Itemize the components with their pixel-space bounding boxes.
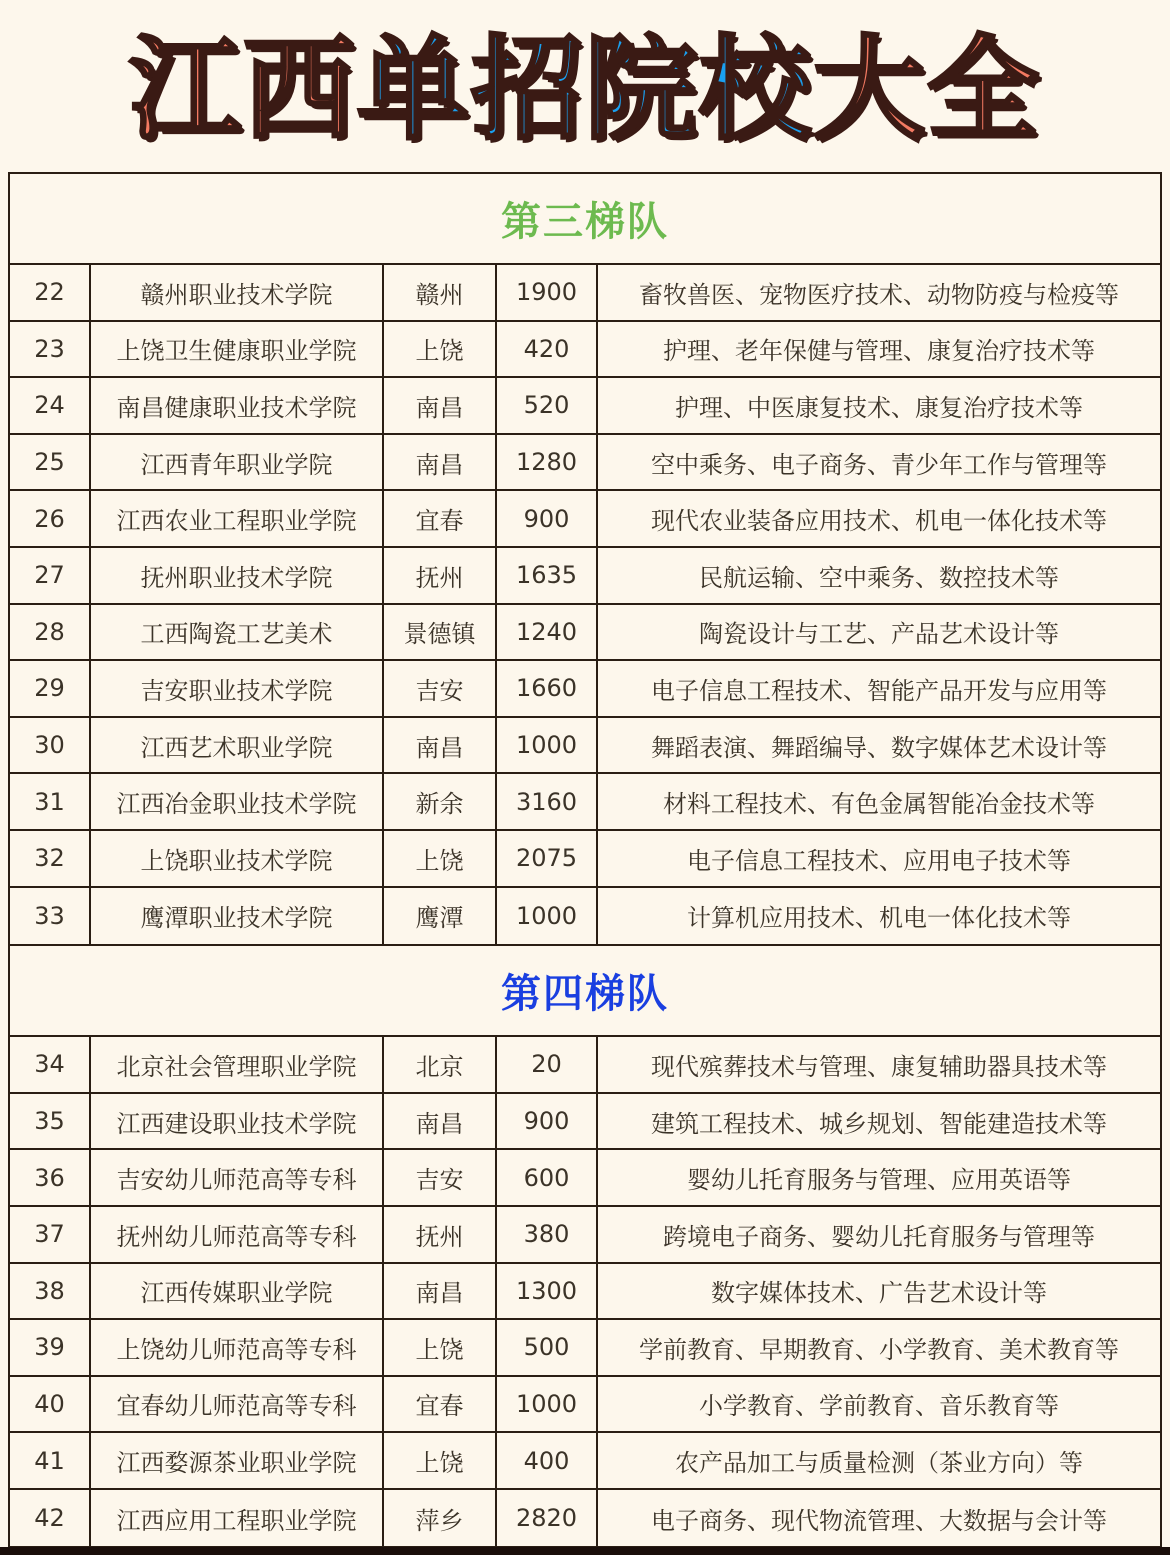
enrollment-count: 1635 [497, 548, 598, 603]
table-row [10, 435, 1160, 492]
school-city: 南昌 [384, 1264, 497, 1319]
featured-majors: 婴幼儿托育服务与管理、应用英语等 [687, 1166, 1071, 1195]
table-row [10, 1150, 1160, 1207]
featured-majors: 现代农业装备应用技术、机电一体化技术等 [651, 507, 1107, 536]
featured-majors: 舞蹈表演、舞蹈编导、数字媒体艺术设计等 [651, 733, 1107, 762]
table-row [10, 1264, 1160, 1321]
section-heading-tier-3: 第三梯队 [10, 174, 1160, 265]
featured-majors: 电子商务、现代物流管理、大数据与会计等 [651, 1506, 1107, 1535]
school-name: 工西陶瓷工艺美术 [91, 605, 384, 660]
school-name: 赣州职业技术学院 [91, 265, 384, 320]
enrollment-count: 400 [497, 1433, 598, 1488]
row-number: 36 [10, 1150, 91, 1205]
row-number: 41 [10, 1433, 91, 1488]
table-row [10, 1207, 1160, 1264]
featured-majors: 跨境电子商务、婴幼儿托育服务与管理等 [663, 1222, 1095, 1251]
school-city: 景德镇 [384, 605, 497, 660]
row-number: 33 [10, 888, 91, 945]
table-row [10, 378, 1160, 435]
enrollment-count: 380 [497, 1207, 598, 1262]
table-row [10, 661, 1160, 718]
enrollment-count: 1000 [497, 718, 598, 773]
school-name: 江西冶金职业技术学院 [91, 774, 384, 829]
table-row [10, 322, 1160, 379]
row-number: 30 [10, 718, 91, 773]
featured-majors: 民航运输、空中乘务、数控技术等 [699, 563, 1059, 592]
enrollment-count: 1240 [497, 605, 598, 660]
school-city: 南昌 [384, 378, 497, 433]
row-number: 42 [10, 1490, 91, 1547]
enrollment-count: 900 [497, 491, 598, 546]
row-number: 31 [10, 774, 91, 829]
featured-majors: 数字媒体技术、广告艺术设计等 [711, 1279, 1047, 1308]
school-city: 吉安 [384, 661, 497, 716]
row-number: 39 [10, 1320, 91, 1375]
enrollment-count: 500 [497, 1320, 598, 1375]
school-name: 江西建设职业技术学院 [91, 1094, 384, 1149]
enrollment-count: 1000 [497, 1377, 598, 1432]
table-row [10, 718, 1160, 775]
school-name: 抚州幼儿师范高等专科 [91, 1207, 384, 1262]
row-number: 25 [10, 435, 91, 490]
row-number: 27 [10, 548, 91, 603]
featured-majors: 材料工程技术、有色金属智能冶金技术等 [663, 790, 1095, 819]
school-name: 江西艺术职业学院 [91, 718, 384, 773]
table-row [10, 1490, 1160, 1547]
row-number: 34 [10, 1037, 91, 1092]
school-name: 上饶幼儿师范高等专科 [91, 1320, 384, 1375]
school-name: 江西农业工程职业学院 [91, 491, 384, 546]
enrollment-count: 520 [497, 378, 598, 433]
school-city: 鹰潭 [384, 888, 497, 945]
title-part-jiangxi: 江西 [129, 24, 357, 155]
table-row [10, 888, 1160, 945]
featured-majors: 建筑工程技术、城乡规划、智能建造技术等 [651, 1109, 1107, 1138]
school-city: 新余 [384, 774, 497, 829]
enrollment-count: 1300 [497, 1264, 598, 1319]
row-number: 35 [10, 1094, 91, 1149]
school-city: 宜春 [384, 1377, 497, 1432]
table-row [10, 491, 1160, 548]
school-city: 赣州 [384, 265, 497, 320]
enrollment-count: 1000 [497, 888, 598, 945]
school-city: 南昌 [384, 1094, 497, 1149]
school-city: 南昌 [384, 718, 497, 773]
enrollment-count: 600 [497, 1150, 598, 1205]
row-number: 32 [10, 831, 91, 886]
table-row [10, 265, 1160, 322]
school-name: 江西青年职业学院 [91, 435, 384, 490]
enrollment-count: 1660 [497, 661, 598, 716]
row-number: 22 [10, 265, 91, 320]
table-row [10, 1377, 1160, 1434]
bottom-bar [0, 1547, 1170, 1555]
featured-majors: 小学教育、学前教育、音乐教育等 [699, 1392, 1059, 1421]
school-name: 南昌健康职业技术学院 [91, 378, 384, 433]
table-row [10, 605, 1160, 662]
school-city: 北京 [384, 1037, 497, 1092]
title-part-complete: 大全 [813, 24, 1041, 155]
enrollment-count: 20 [497, 1037, 598, 1092]
table-row [10, 1433, 1160, 1490]
section-heading-tier-4: 第四梯队 [10, 944, 1160, 1037]
row-number: 26 [10, 491, 91, 546]
school-name: 上饶卫生健康职业学院 [91, 322, 384, 377]
featured-majors: 农产品加工与质量检测（茶业方向）等 [675, 1449, 1083, 1478]
school-name: 江西应用工程职业学院 [91, 1490, 384, 1547]
row-number: 29 [10, 661, 91, 716]
featured-majors: 陶瓷设计与工艺、产品艺术设计等 [699, 620, 1059, 649]
enrollment-count: 2820 [497, 1490, 598, 1547]
enrollment-count: 900 [497, 1094, 598, 1149]
school-name: 北京社会管理职业学院 [91, 1037, 384, 1092]
enrollment-count: 3160 [497, 774, 598, 829]
row-number: 28 [10, 605, 91, 660]
enrollment-count: 420 [497, 322, 598, 377]
table-row [10, 1094, 1160, 1151]
row-number: 37 [10, 1207, 91, 1262]
row-number: 23 [10, 322, 91, 377]
featured-majors: 护理、中医康复技术、康复治疗技术等 [675, 393, 1083, 422]
row-number: 38 [10, 1264, 91, 1319]
school-city: 吉安 [384, 1150, 497, 1205]
table-row [10, 774, 1160, 831]
featured-majors: 计算机应用技术、机电一体化技术等 [687, 904, 1071, 933]
featured-majors: 现代殡葬技术与管理、康复辅助器具技术等 [651, 1052, 1107, 1081]
featured-majors: 电子信息工程技术、智能产品开发与应用等 [651, 676, 1107, 705]
enrollment-count: 1900 [497, 265, 598, 320]
school-name: 吉安职业技术学院 [91, 661, 384, 716]
school-city: 萍乡 [384, 1490, 497, 1547]
school-city: 上饶 [384, 1433, 497, 1488]
table-row [10, 1320, 1160, 1377]
featured-majors: 护理、老年保健与管理、康复治疗技术等 [663, 337, 1095, 366]
featured-majors: 空中乘务、电子商务、青少年工作与管理等 [651, 450, 1107, 479]
school-name: 江西传媒职业学院 [91, 1264, 384, 1319]
row-number: 24 [10, 378, 91, 433]
row-number: 40 [10, 1377, 91, 1432]
school-city: 上饶 [384, 322, 497, 377]
school-name: 江西婺源茶业职业学院 [91, 1433, 384, 1488]
school-name: 鹰潭职业技术学院 [91, 888, 384, 945]
title-part-schools: 单招院校 [357, 24, 813, 155]
school-name: 吉安幼儿师范高等专科 [91, 1150, 384, 1205]
school-city: 宜春 [384, 491, 497, 546]
school-city: 南昌 [384, 435, 497, 490]
school-city: 上饶 [384, 1320, 497, 1375]
school-city: 抚州 [384, 1207, 497, 1262]
table-row [10, 831, 1160, 888]
enrollment-count: 1280 [497, 435, 598, 490]
table-row [10, 548, 1160, 605]
featured-majors: 畜牧兽医、宠物医疗技术、动物防疫与检疫等 [639, 280, 1119, 309]
enrollment-count: 2075 [497, 831, 598, 886]
school-name: 抚州职业技术学院 [91, 548, 384, 603]
featured-majors: 电子信息工程技术、应用电子技术等 [687, 846, 1071, 875]
school-name: 宜春幼儿师范高等专科 [91, 1377, 384, 1432]
page-title [0, 22, 1170, 157]
school-city: 上饶 [384, 831, 497, 886]
school-city: 抚州 [384, 548, 497, 603]
table-row [10, 1037, 1160, 1094]
featured-majors: 学前教育、早期教育、小学教育、美术教育等 [639, 1335, 1119, 1364]
school-name: 上饶职业技术学院 [91, 831, 384, 886]
schools-table [8, 172, 1162, 1548]
